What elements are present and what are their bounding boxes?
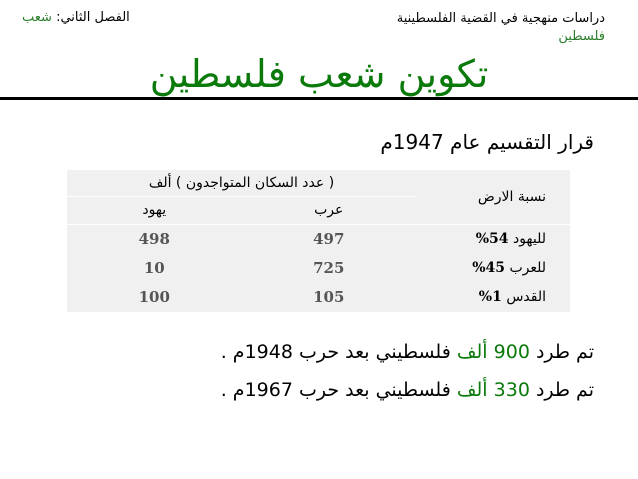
row-ratio [416,224,570,254]
population-table [67,170,570,312]
note-number: 330 [493,379,530,401]
note-rest: فلسطيني بعد حرب 1967م . [220,379,451,401]
arabs-value: 725 [313,259,345,278]
jews-value: 10 [143,259,165,278]
ratio-value: 45% [472,260,505,277]
note-prefix: تم طرد [535,379,594,401]
series-title: دراسات منهجية في القضية الفلسطينية [396,11,605,26]
row-ratio [416,254,570,283]
row-label: للعرب [509,260,546,277]
chapter-header [22,10,130,25]
ratio-header: نسبة الارض [416,170,570,224]
population-header: ( عدد السكان المتواجدون ) ألف [67,170,416,197]
jews-value: 498 [138,230,170,249]
series-header [397,10,605,46]
arabs-value: 105 [313,288,345,307]
title-divider [0,97,638,100]
table-header-row [67,170,570,197]
table-row [67,224,570,254]
partition-decision: قرار التقسيم عام 1947م [380,130,594,154]
note-rest: فلسطيني بعد حرب 1948م . [220,341,451,363]
note-unit: ألف [456,379,488,401]
row-label: القدس [506,289,546,306]
series-subtitle: فلسطين [558,29,605,44]
ratio-value: 1% [478,289,502,306]
expulsion-note-1948 [221,341,594,363]
arabs-value: 497 [313,230,345,249]
chapter-prefix: الفصل الثاني: [56,10,130,25]
expulsion-note-1967 [221,379,594,401]
col-jews-header: يهود [67,197,242,224]
note-unit: ألف [456,341,488,363]
chapter-name: شعب [22,10,52,25]
page-title: تكوين شعب فلسطين [149,52,489,96]
note-number: 900 [493,341,530,363]
row-ratio [416,283,570,312]
ratio-value: 54% [475,231,509,248]
row-label: لليهود [512,231,546,248]
col-arabs-header: عرب [242,197,416,224]
table-row [67,254,570,283]
table-row [67,283,570,312]
note-prefix: تم طرد [535,341,594,363]
jews-value: 100 [138,288,170,307]
